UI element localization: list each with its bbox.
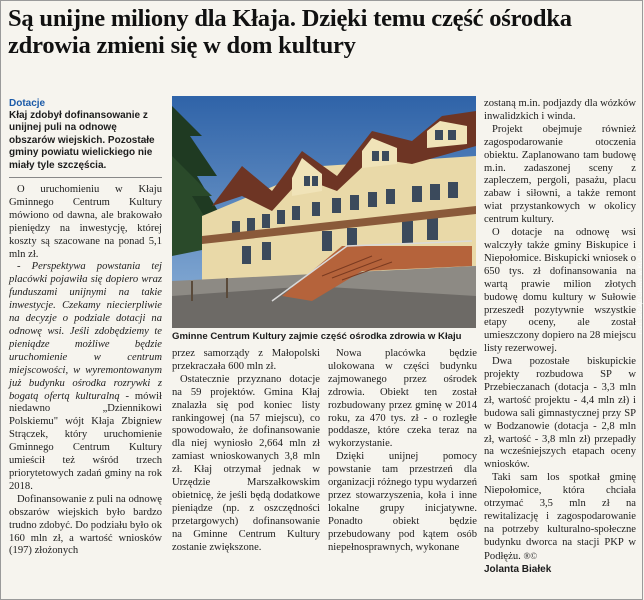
quote-attribution: - mówił niedawno „Dziennikowi Polskiemu" wójt Kłaja Zbigniew Strączek, który uruchomienie Gminnego Centrum Kultury umieścił też wśród trzech priorytetowych zadań gminy na rok 2018.	[9, 390, 163, 492]
col4-paragraph-5	[484, 472, 636, 563]
col1-paragraph-3: Dofinansowanie z puli na odnowę obszarów wiejskich było bardzo trudno zdobyć. Do podziału było ok 160 mln zł, a wartość wniosków (197) złożonych	[9, 493, 162, 557]
column-3	[328, 348, 477, 555]
col4-paragraph-2: Projekt obejmuje również zagospodarowanie otoczenia obiektu. Zaplanowano tam budowę m.in. zadaszonej sceny z zapleczem, pergoli, pasażu, placu zabaw i siłowni, a także remont wiat przystankowych w okolicy centrum kultury.	[484, 123, 636, 226]
building-photo	[172, 96, 476, 328]
lead-divider	[9, 177, 162, 178]
col3-paragraph-2: Dzięki unijnej pomocy powstanie tam przestrzeń dla organizacji różnego typu wydarzeń przez stowarzyszenia, koła i inne lokalne grupy inicjatywne. Ponadto obiekt będzie przebudowany pod kątem osób niepełnosprawnych, wykonane	[328, 451, 477, 553]
column-1	[9, 98, 162, 558]
photo-caption: Gminne Centrum Kultury zajmie część ośrodka zdrowia w Kłaju	[172, 331, 462, 342]
col4-paragraph-5-text: Taki sam los spotkał gminę Niepołomice, która chciała otrzymać 3,5 mln zł na rewitalizację i zagospodarowanie na potrzeby kulturalno-społeczne budynku dworca na stacji PKP w Podłężu.	[484, 472, 636, 562]
col4-paragraph-1: zostaną m.in. podjazdy dla wózków inwalidzkich i winda.	[484, 98, 636, 122]
col2-paragraph-1: przez samorządy z Małopolski przekraczała 600 mln zł.	[172, 348, 320, 372]
photo-credit: FOT. URZĄD GMINY W KŁAJU	[638, 249, 644, 334]
lead-text: Kłaj zdobył dofinansowanie z unijnej puli na odnowę obszarów wiejskich. Pozostałe gminy powiatu wielickiego nie miały tyle szczęścia.	[9, 110, 155, 171]
col1-paragraph-2	[9, 261, 162, 493]
author-signature: Jolanta Białek	[484, 563, 552, 575]
copyright-mark: ®©	[523, 550, 538, 561]
col4-paragraph-3: O dotacje na odnowę wsi walczyły także gminy Biskupice i Niepołomice. Biskupicki wniosek o 650 tys. zł dofinansowania na wartą prawie milion złotych budowę domu kultury w Sułowie przeszedł pozytywnie wszystkie etapy oceny, ale został umieszczony dopiero na 28 miejscu listy rezerwowej.	[484, 227, 636, 355]
col1-paragraph-1: O uruchomieniu w Kłaju Gminnego Centrum Kultury mówiono od dawna, ale brakowało pieniędzy na inwestycję, której koszty są szacowane na ponad 5,1 mln zł.	[9, 184, 162, 260]
col3-paragraph-1: Nowa placówka będzie ulokowana w części budynku zajmowanego przez ośrodek zdrowia. Obiekt ten został rozbudowany przez gminę w 2014 roku, za 470 tys. zł - o rozległe poddasze, które czeka teraz na wykorzystanie.	[328, 348, 477, 450]
column-4	[484, 98, 636, 577]
col2-paragraph-2: Ostatecznie przyznano dotacje na 59 projektów. Gmina Kłaj znalazła się pod koniec listy rankingowej (na 57 miejscu), co spowodowało, że dofinansowanie dla niej wyniosło 2,664 mln zł zamiast wnioskowanych 3,8 mln zł. Kłaj otrzymał jednak w Urzędzie Marszałkowskim obietnicę, że jeśli będą dodatkowe pieniądze (np. z oszczędności przetargowych) dofinansowanie na Gminne Centrum Kultury zostanie zwiększone.	[172, 373, 320, 553]
column-2	[172, 348, 320, 555]
quote-text: - Perspektywa powstania tej placówki pojawiła się dopiero wraz funduszami unijnymi na takie inwestycje. Czekamy niecierpliwie na decyzje o podziale dotacji na odnowę wsi. Jeśli zdobędziemy te pieniądze możliwe będzie uruchomienie w centrum miejscowości, w wyremontowanym już budynku ośrodka rozrywki z bogatą ofertą kulturalną	[9, 261, 162, 402]
article-headline: Są unijne miliony dla Kłaja. Dzięki temu część ośrodka zdrowia zmieni się w dom kultury	[8, 5, 572, 59]
lead-kicker: Dotacje	[9, 98, 46, 109]
col4-paragraph-4: Dwa pozostałe biskupickie projekty rozbudowa SP w Przebieczanach (dotacja - 3,3 mln zł, wartość projektu - 4,4 mln zł) i budowa sali gimnastycznej przy SP w Bodzanowie (dotacja - 2,8 mln zł, wartość - 3,8 mln zł) przepadły na wcześniejszych etapach oceny wniosków.	[484, 356, 636, 471]
